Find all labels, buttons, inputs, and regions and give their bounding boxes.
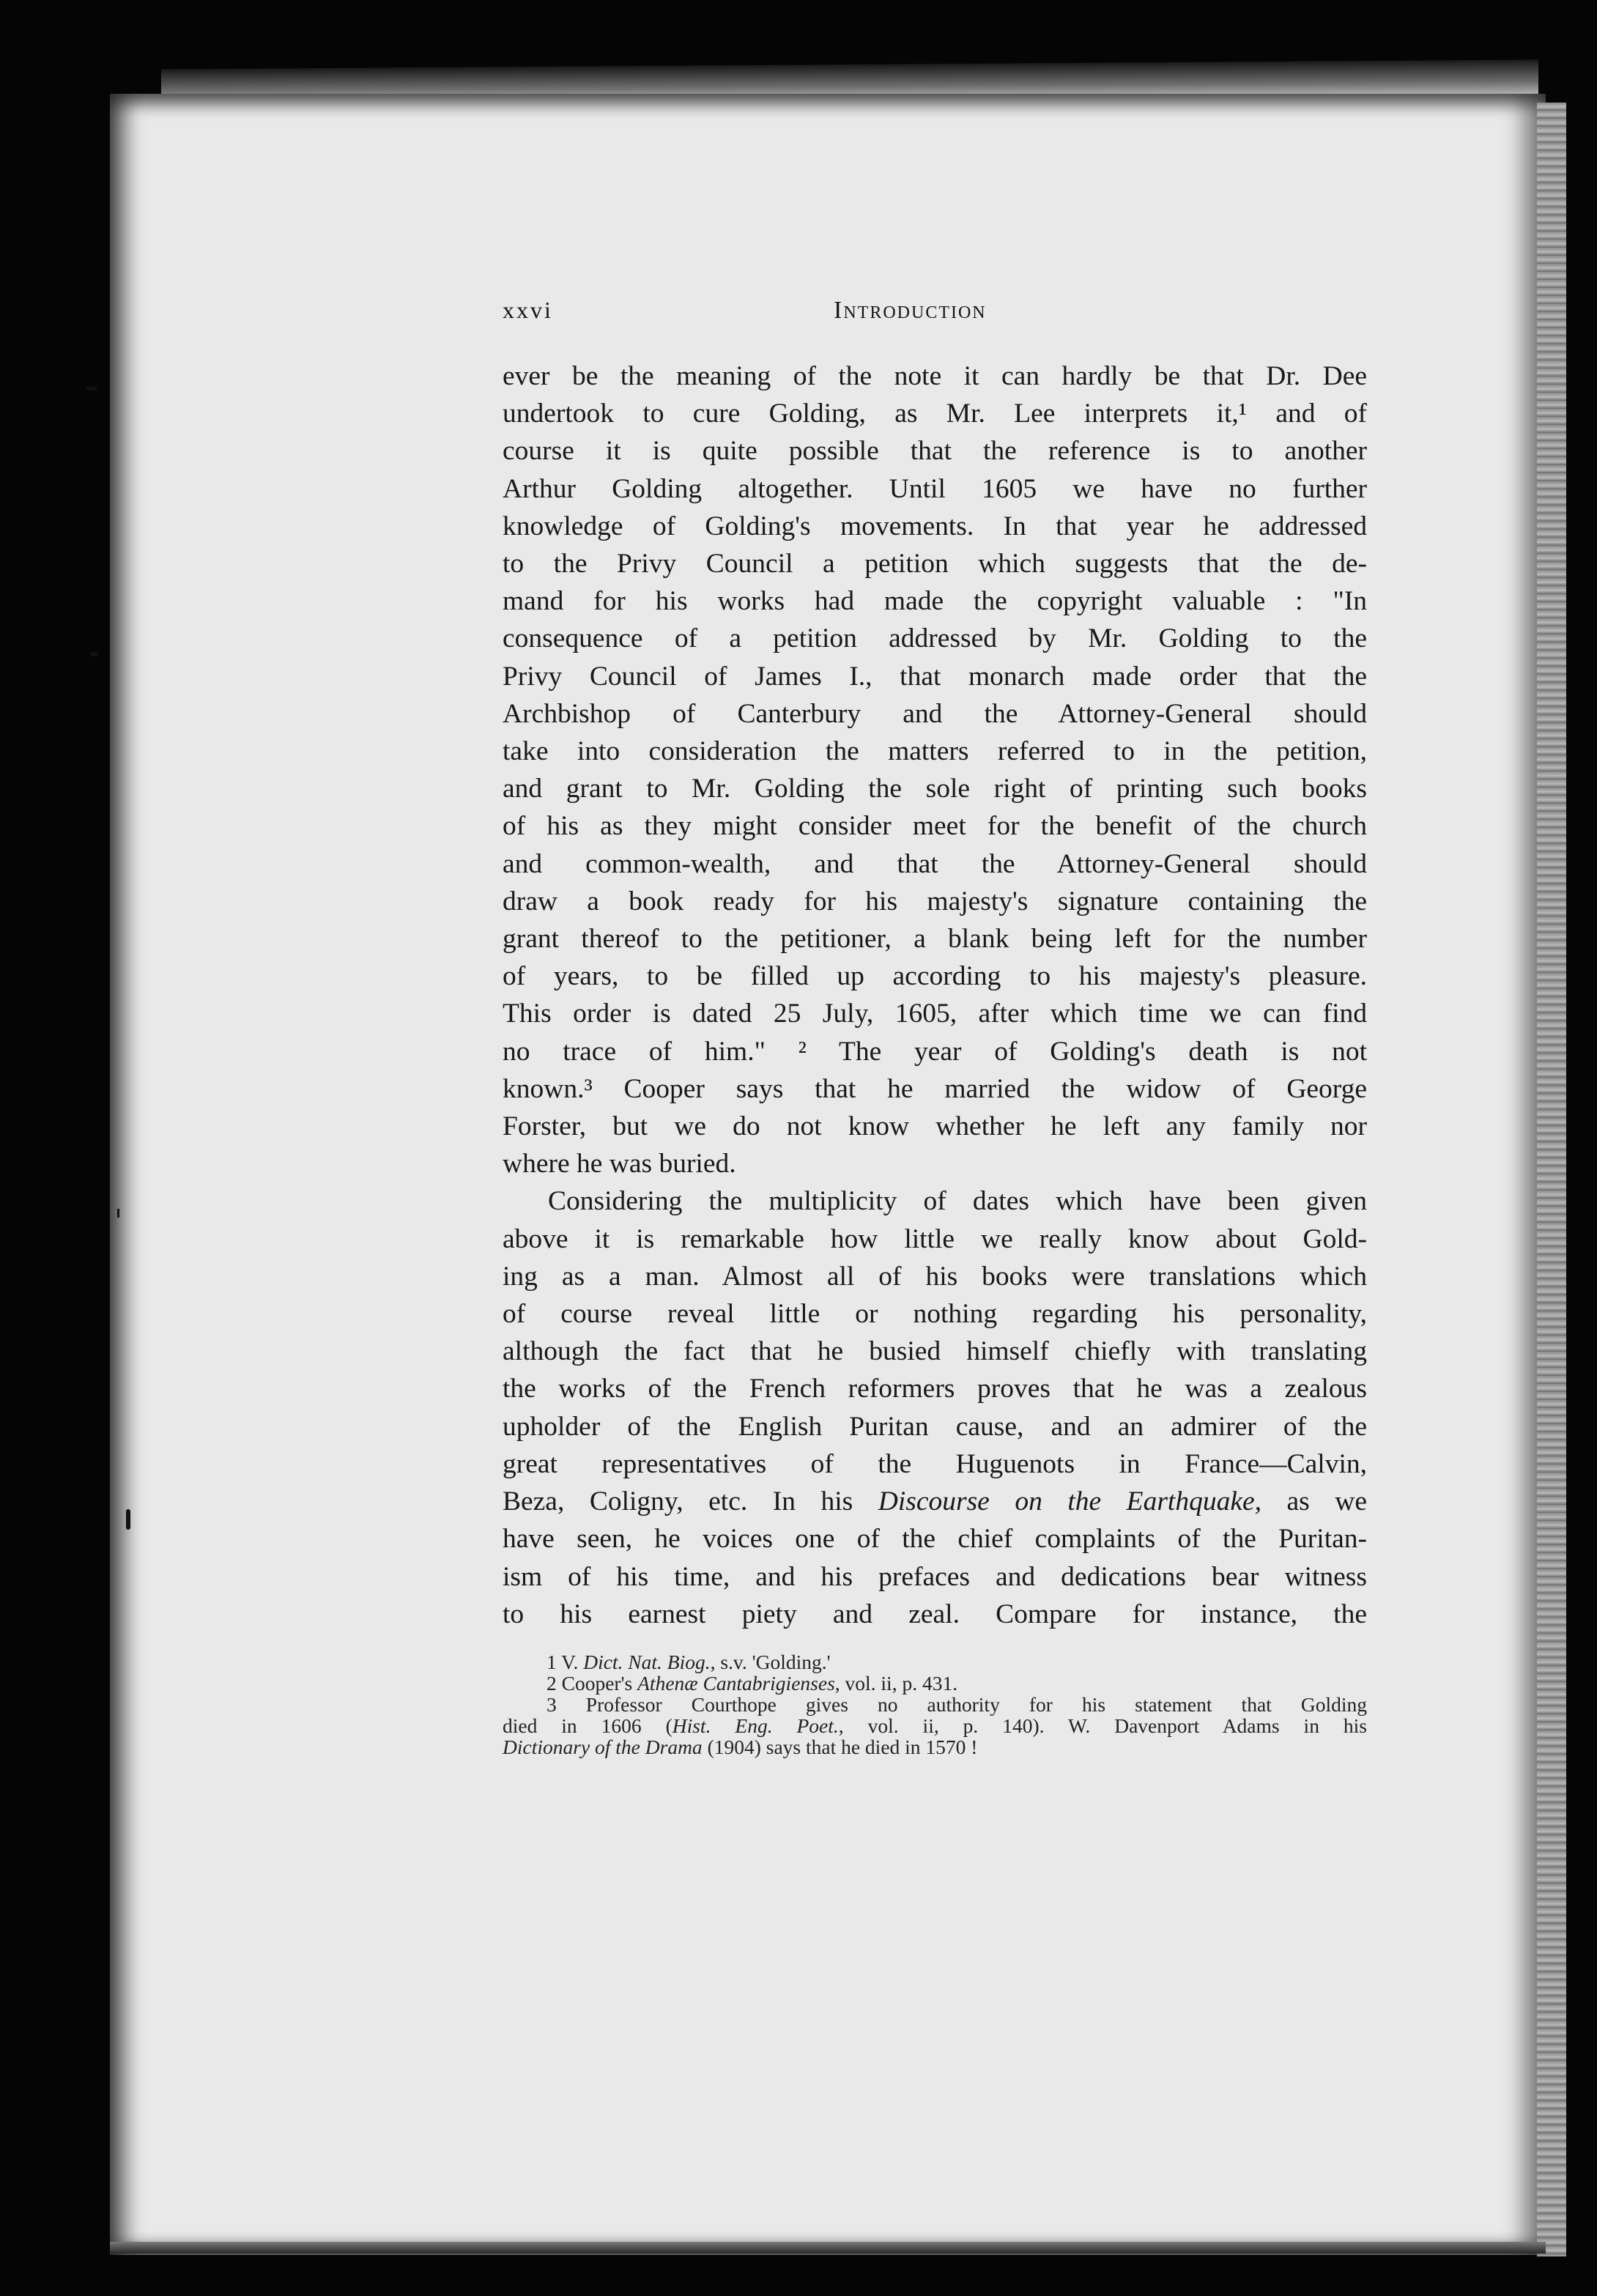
footnote-title: Dict. Nat. Biog. bbox=[583, 1651, 711, 1673]
footnote-text: (1904) says that he died in 1570 ! bbox=[702, 1736, 978, 1758]
text-line: to the Privy Council a petition which suggests that the de- bbox=[503, 549, 1367, 579]
scan-speck bbox=[126, 1509, 130, 1530]
text-line: consequence of a petition addressed by Mr. Golding to the bbox=[503, 623, 1367, 654]
chapter-title: Introduction bbox=[834, 297, 987, 324]
footnote-title: Dictionary of the Drama bbox=[503, 1736, 703, 1758]
footnote-text: , s.v. 'Golding.' bbox=[710, 1651, 831, 1673]
text-line: known.³ Cooper says that he married the widow of George bbox=[503, 1073, 1367, 1104]
page-bottom-edge bbox=[110, 2242, 1546, 2254]
text-line: ever be the meaning of the note it can hardly be that Dr. Dee bbox=[503, 361, 1367, 391]
scan-speck bbox=[86, 387, 97, 390]
text-line: upholder of the English Puritan cause, and an admirer of the bbox=[503, 1411, 1367, 1442]
paragraph-start-line: Considering the multiplicity of dates which have been given bbox=[548, 1186, 1367, 1217]
text-line: of his as they might consider meet for the benefit of the church bbox=[503, 811, 1367, 842]
text-line: This order is dated 25 July, 1605, after which time we can find bbox=[503, 999, 1367, 1029]
book-title: Discourse on the Earthquake, bbox=[878, 1486, 1261, 1517]
text-line: Forster, but we do not know whether he left any family nor bbox=[503, 1111, 1367, 1142]
footnote-title: Hist. Eng. Poet. bbox=[672, 1714, 839, 1737]
text-line: great representatives of the Huguenots in France—Calvin, bbox=[503, 1448, 1367, 1479]
text-line: knowledge of Golding's movements. In that year he addressed bbox=[503, 511, 1367, 541]
text-line: ing as a man. Almost all of his books were translations which bbox=[503, 1261, 1367, 1292]
text-line: mand for his works had made the copyright valuable : "In bbox=[503, 586, 1367, 617]
text-line: and grant to Mr. Golding the sole right of printing such books bbox=[503, 774, 1367, 804]
page-right-edge bbox=[1537, 103, 1566, 2256]
text-line: have seen, he voices one of the chief complaints of the Puritan- bbox=[503, 1524, 1367, 1555]
text-line: of years, to be filled up according to his majesty's pleasure. bbox=[503, 961, 1367, 992]
text-line: Arthur Golding altogether. Until 1605 we have no further bbox=[503, 473, 1367, 504]
text-fragment: Beza, Coligny, etc. In his bbox=[503, 1486, 878, 1517]
text-fragment: as we bbox=[1261, 1486, 1367, 1517]
page-number: xxvi bbox=[503, 297, 553, 323]
scan-speck bbox=[91, 652, 98, 656]
body-text bbox=[503, 358, 1367, 1633]
text-line: ism of his time, and his prefaces and dedications bear witness bbox=[503, 1561, 1367, 1592]
footnote-text: 2 Cooper's bbox=[546, 1672, 638, 1695]
text-line: grant thereof to the petitioner, a blank being left for the number bbox=[503, 924, 1367, 955]
footnotes bbox=[503, 1651, 1367, 1758]
footnote-2 bbox=[503, 1673, 1367, 1694]
footnote-text: died in 1606 ( bbox=[503, 1714, 672, 1737]
text-line: take into consideration the matters referred to in the petition, bbox=[503, 736, 1367, 767]
text-line: the works of the French reformers proves that he was a zealous bbox=[503, 1374, 1367, 1404]
footnote-3-line bbox=[503, 1715, 1367, 1736]
text-line: undertook to cure Golding, as Mr. Lee interprets it,¹ and of bbox=[503, 399, 1367, 429]
text-line: Archbishop of Canterbury and the Attorney-General should bbox=[503, 698, 1367, 729]
running-head bbox=[503, 297, 1367, 333]
text-line: of course reveal little or nothing regarding his personality, bbox=[503, 1299, 1367, 1330]
text-line-with-title bbox=[503, 1483, 1367, 1520]
footnote-3-line: 3 Professor Courthope gives no authority for his statement that Golding bbox=[546, 1693, 1367, 1716]
text-line: and common-wealth, and that the Attorney-General should bbox=[503, 848, 1367, 879]
text-line: although the fact that he busied himself chiefly with translating bbox=[503, 1336, 1367, 1367]
text-line: draw a book ready for his majesty's signature containing the bbox=[503, 886, 1367, 916]
footnote-1 bbox=[503, 1651, 1367, 1673]
text-line: to his earnest piety and zeal. Compare for instance, the bbox=[503, 1599, 1367, 1629]
text-line: above it is remarkable how little we really know about Gold- bbox=[503, 1223, 1367, 1254]
footnote-text: , vol. ii, p. 431. bbox=[834, 1672, 958, 1695]
footnote-title: Athenæ Cantabrigienses bbox=[637, 1672, 835, 1695]
text-line: Privy Council of James I., that monarch made order that the bbox=[503, 661, 1367, 692]
text-line: course it is quite possible that the reference is to another bbox=[503, 436, 1367, 467]
scan-speck bbox=[117, 1209, 119, 1218]
text-line: where he was buried. bbox=[503, 1149, 736, 1180]
footnote-text: , vol. ii, p. 140). W. Davenport Adams in his bbox=[838, 1714, 1367, 1737]
footnote-text: 1 V. bbox=[546, 1651, 584, 1673]
text-line: no trace of him." ² The year of Golding's death is not bbox=[503, 1036, 1367, 1067]
footnote-3-line bbox=[503, 1736, 1367, 1758]
